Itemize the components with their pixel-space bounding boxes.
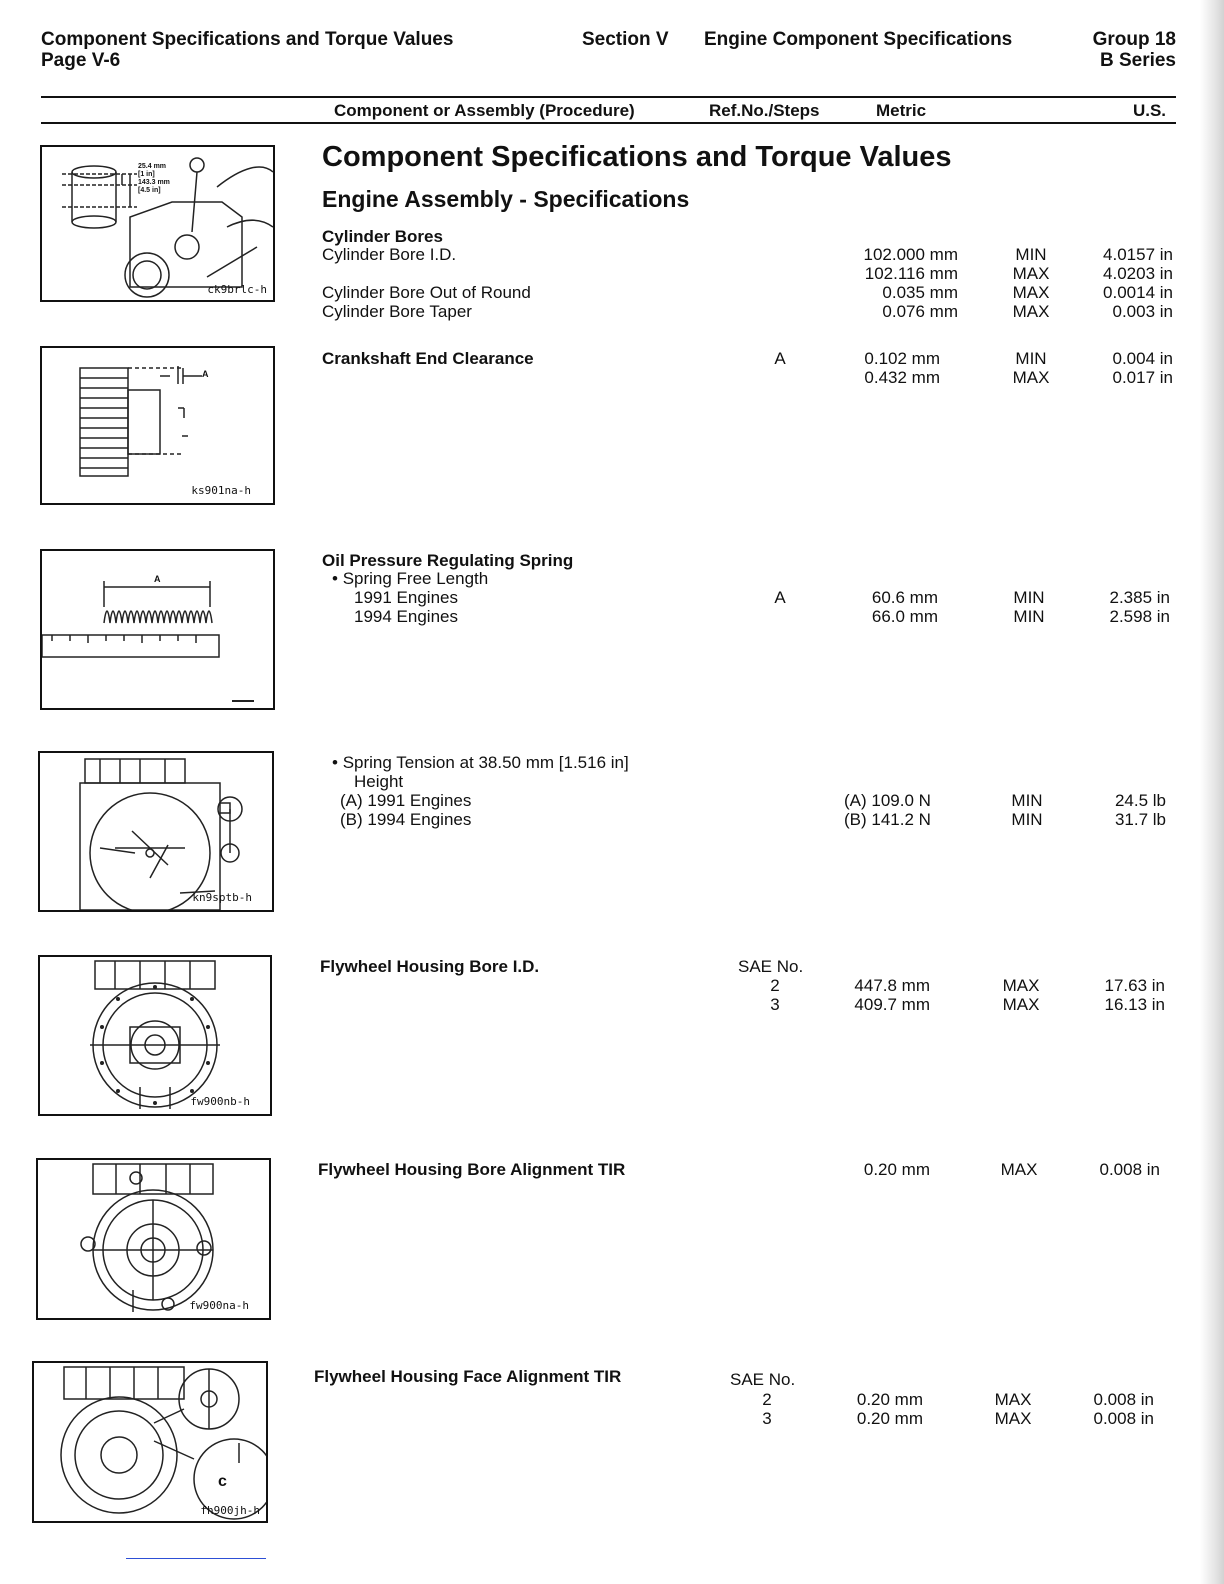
clearance-marker: A	[202, 369, 209, 379]
crankshaft-us: 0.017 in	[1112, 368, 1173, 387]
crankshaft-figure	[40, 346, 275, 505]
flywheel-bore-limit: MAX	[1002, 995, 1040, 1014]
crankshaft-heading: Crankshaft End Clearance	[322, 349, 534, 368]
flywheel-bore-us: 16.13 in	[1104, 995, 1165, 1014]
flywheel-bore-ref: 2	[770, 976, 780, 995]
flywheel-bore-heading: Flywheel Housing Bore I.D.	[320, 957, 540, 976]
spring-row-metric: 66.0 mm	[871, 607, 938, 626]
cylinder-row-metric: 102.116 mm	[864, 264, 958, 283]
tension-row-metric: (A) 109.0 N	[844, 791, 931, 810]
flywheel-bore-metric: 409.7 mm	[854, 995, 930, 1014]
cylinder-row-label: Cylinder Bore Taper	[322, 302, 472, 321]
cylinder-row-metric: 0.076 mm	[882, 302, 958, 321]
flywheel-align-heading: Flywheel Housing Bore Alignment TIR	[318, 1160, 626, 1179]
figure-id: fw900nb-h	[190, 1095, 250, 1108]
cylinder-heading: Cylinder Bores	[322, 227, 443, 246]
spring-row-us: 2.598 in	[1109, 607, 1170, 626]
tension-bullet: • Spring Tension at 38.50 mm [1.516 in]	[332, 753, 629, 772]
cylinder-row-us: 4.0157 in	[1103, 245, 1173, 264]
cylinder-row-limit: MIN	[1015, 245, 1047, 264]
face-marker: c	[218, 1473, 227, 1490]
crankshaft-drawing	[42, 348, 273, 503]
tension-row-metric: (B) 141.2 N	[844, 810, 931, 829]
cylinder-row-us: 0.003 in	[1112, 302, 1173, 321]
spring-bullet: • Spring Free Length	[332, 569, 489, 588]
flywheel-face-metric: 0.20 mm	[856, 1390, 923, 1409]
figure-id: fh900jh-h	[200, 1504, 260, 1517]
doc-title: Component Specifications and Torque Values	[41, 29, 454, 50]
tension-bullet-height: Height	[354, 772, 404, 791]
flywheel-face-limit: MAX	[994, 1409, 1032, 1428]
flywheel-face-us: 0.008 in	[1093, 1409, 1154, 1428]
group-label: Group 18	[1092, 29, 1176, 50]
spring-heading: Oil Pressure Regulating Spring	[322, 551, 574, 570]
main-title: Component Specifications and Torque Values	[322, 141, 952, 173]
cylinder-row-limit: MAX	[1012, 283, 1050, 302]
section-title: Engine Component Specifications	[704, 29, 1013, 50]
cylinder-row-label: Cylinder Bore Out of Round	[322, 283, 531, 302]
cylinder-row-limit: MAX	[1012, 264, 1050, 283]
flywheel-bore-ref: 3	[770, 995, 780, 1014]
flywheel-align-limit: MAX	[1000, 1160, 1038, 1179]
flywheel-bore-figure	[38, 955, 272, 1116]
cylinder-row-us: 4.0203 in	[1103, 264, 1173, 283]
flywheel-face-sae: SAE No.	[730, 1370, 796, 1389]
crankshaft-limit: MIN	[1015, 349, 1047, 368]
flywheel-bore-sae: SAE No.	[738, 957, 804, 976]
page-number: Page V-6	[41, 50, 121, 71]
column-component: Component or Assembly (Procedure)	[334, 101, 635, 120]
figure-id: fw900na-h	[189, 1299, 249, 1312]
cylinder-row-limit: MAX	[1012, 302, 1050, 321]
column-us: U.S.	[1132, 101, 1166, 120]
cylinder-row-metric: 0.035 mm	[882, 283, 958, 302]
cylinder-row-metric: 102.000 mm	[863, 245, 958, 264]
flywheel-face-ref: 3	[762, 1409, 772, 1428]
column-metric: Metric	[876, 101, 927, 120]
flywheel-align-us: 0.008 in	[1099, 1160, 1160, 1179]
crankshaft-metric: 0.432 mm	[864, 368, 940, 387]
spring-row-label: 1994 Engines	[354, 607, 458, 626]
flywheel-face-ref: 2	[762, 1390, 772, 1409]
spring-ref: A	[774, 588, 786, 607]
flywheel-alignment-drawing	[38, 1160, 269, 1318]
spring-row-limit: MIN	[1013, 607, 1045, 626]
flywheel-bore-metric: 447.8 mm	[854, 976, 930, 995]
flywheel-face-figure	[32, 1361, 268, 1523]
crankshaft-metric: 0.102 mm	[864, 349, 940, 368]
cylinder-bore-figure	[40, 145, 275, 302]
flywheel-bore-us: 17.63 in	[1104, 976, 1165, 995]
flywheel-face-us: 0.008 in	[1093, 1390, 1154, 1409]
cylinder-row-us: 0.0014 in	[1103, 283, 1173, 302]
spring-row-limit: MIN	[1013, 588, 1045, 607]
tension-row-us: 31.7 lb	[1114, 810, 1166, 829]
spring-tension-drawing	[40, 753, 272, 910]
sub-title: Engine Assembly - Specifications	[322, 186, 690, 212]
crankshaft-us: 0.004 in	[1112, 349, 1173, 368]
spring-length-figure	[40, 549, 275, 710]
bore-marker-lower: 143.3 mm [4.5 in]	[138, 179, 170, 194]
crankshaft-limit: MAX	[1012, 368, 1050, 387]
figure-id: kn9sptb-h	[192, 891, 252, 904]
tension-row-label: (A) 1991 Engines	[340, 791, 472, 810]
flywheel-alignment-figure	[36, 1158, 271, 1320]
flywheel-bore-limit: MAX	[1002, 976, 1040, 995]
series-label: B Series	[1099, 50, 1176, 71]
footer-rule	[126, 1558, 266, 1559]
tension-row-limit: MIN	[1011, 791, 1043, 810]
spring-tension-figure	[38, 751, 274, 912]
tension-row-label: (B) 1994 Engines	[340, 810, 472, 829]
figure-id: ks901na-h	[191, 484, 251, 497]
cylinder-row-label: Cylinder Bore I.D.	[322, 245, 457, 264]
flywheel-face-metric: 0.20 mm	[856, 1409, 923, 1428]
figure-id: ck9brlc-h	[207, 283, 267, 296]
spring-row-us: 2.385 in	[1109, 588, 1170, 607]
flywheel-face-drawing	[34, 1363, 266, 1521]
spring-row-label: 1991 Engines	[354, 588, 458, 607]
spring-marker: A	[154, 574, 161, 584]
flywheel-bore-drawing	[40, 957, 270, 1114]
flywheel-align-metric: 0.20 mm	[863, 1160, 930, 1179]
scan-edge-shadow	[1200, 0, 1224, 1584]
tension-row-limit: MIN	[1011, 810, 1043, 829]
flywheel-face-heading: Flywheel Housing Face Alignment TIR	[314, 1367, 622, 1386]
flywheel-face-limit: MAX	[994, 1390, 1032, 1409]
column-ref: Ref.No./Steps	[709, 101, 820, 120]
header-rule	[41, 96, 1176, 98]
column-rule	[41, 122, 1176, 124]
crankshaft-ref: A	[774, 349, 786, 368]
bore-marker-upper: 25.4 mm [1 in]	[138, 163, 167, 178]
tension-row-us: 24.5 lb	[1114, 791, 1166, 810]
section-label: Section V	[582, 29, 669, 50]
spring-row-metric: 60.6 mm	[871, 588, 938, 607]
